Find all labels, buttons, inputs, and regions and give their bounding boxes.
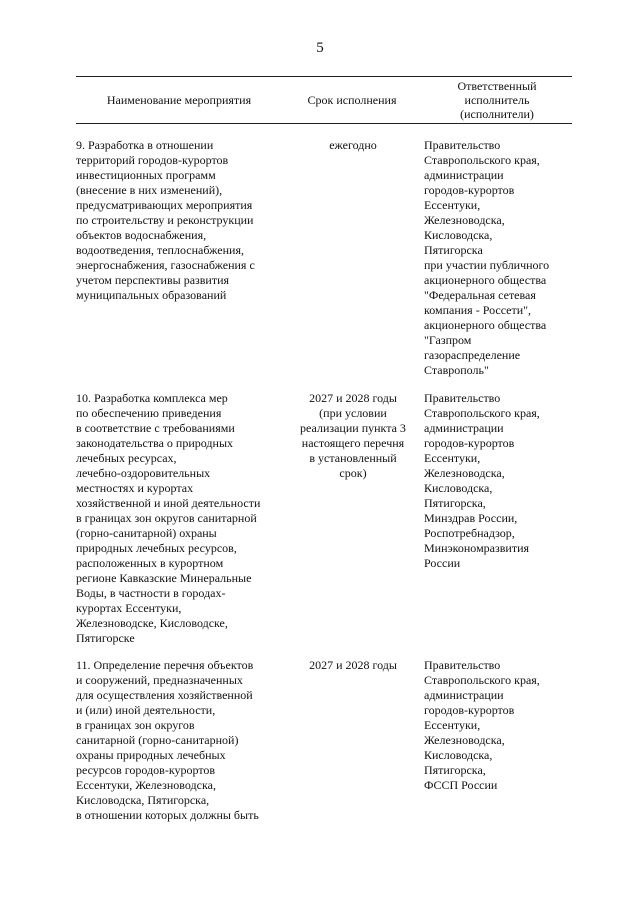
row-deadline: ежегодно xyxy=(329,138,377,152)
table-header xyxy=(76,76,572,124)
row-responsible: Правительство Ставропольского края, администрации городов-курортов Ессентуки, Железноводска, Кисловодска, Пятигорска, Минздрав России, Роспотребнадзор, Минэкономразвития России xyxy=(424,391,540,570)
row-event-name: 9. Разработка в отношении территорий городов-курортов инвестиционных программ (внесение в них изменений), предусматривающих мероприятия по строительству и реконструкции объектов водоснабжения, водоотведения, теплоснабжения, энергоснабжения, газоснабжения с учетом перспективы развития муниципальных образований xyxy=(76,138,255,302)
header-deadline: Срок исполнения xyxy=(307,93,397,107)
row-event-name: 10. Разработка комплекса мер по обеспечению приведения в соответствие с требованиями законодательства о природных лечебных ресурсах, лечебно-оздоровительных местностях и курортах хозяйственной и иной деятельности в границах зон округов санитарной (горно-санитарной) охраны природных лечебных ресурсов, расположенных в курортном регионе Кавказские Минеральные Воды, в частности в городах- курортах Ессентуки, Железноводске, Кисловодске, Пятигорске xyxy=(76,391,261,645)
row-deadline: 2027 и 2028 годы (при условии реализации пункта 3 настоящего перечня в установленный срок) xyxy=(300,391,406,480)
row-responsible: Правительство Ставропольского края, администрации городов-курортов Ессентуки, Железноводска, Кисловодска, Пятигорска при участии публичного акционерного общества "Федеральная сетевая компания - Россети", акционерного общества "Газпром газораспределение Ставрополь" xyxy=(424,138,550,377)
header-responsible: Ответственный исполнитель (исполнители) xyxy=(457,79,537,121)
page-number: 5 xyxy=(316,40,324,56)
row-responsible: Правительство Ставропольского края, администрации городов-курортов Ессентуки, Железноводска, Кисловодска, Пятигорска, ФССП России xyxy=(424,658,540,792)
header-event-name: Наименование мероприятия xyxy=(106,93,252,107)
row-deadline: 2027 и 2028 годы xyxy=(309,658,397,672)
row-event-name: 11. Определение перечня объектов и сооружений, предназначенных для осуществления хозяйственной и (или) иной деятельности, в границах зон округов санитарной (горно-санитарной) охраны природных лечебных ресурсов городов-курортов Ессентуки, Железноводска, Кисловодска, Пятигорска, в отношении которых должны быть xyxy=(76,658,259,822)
